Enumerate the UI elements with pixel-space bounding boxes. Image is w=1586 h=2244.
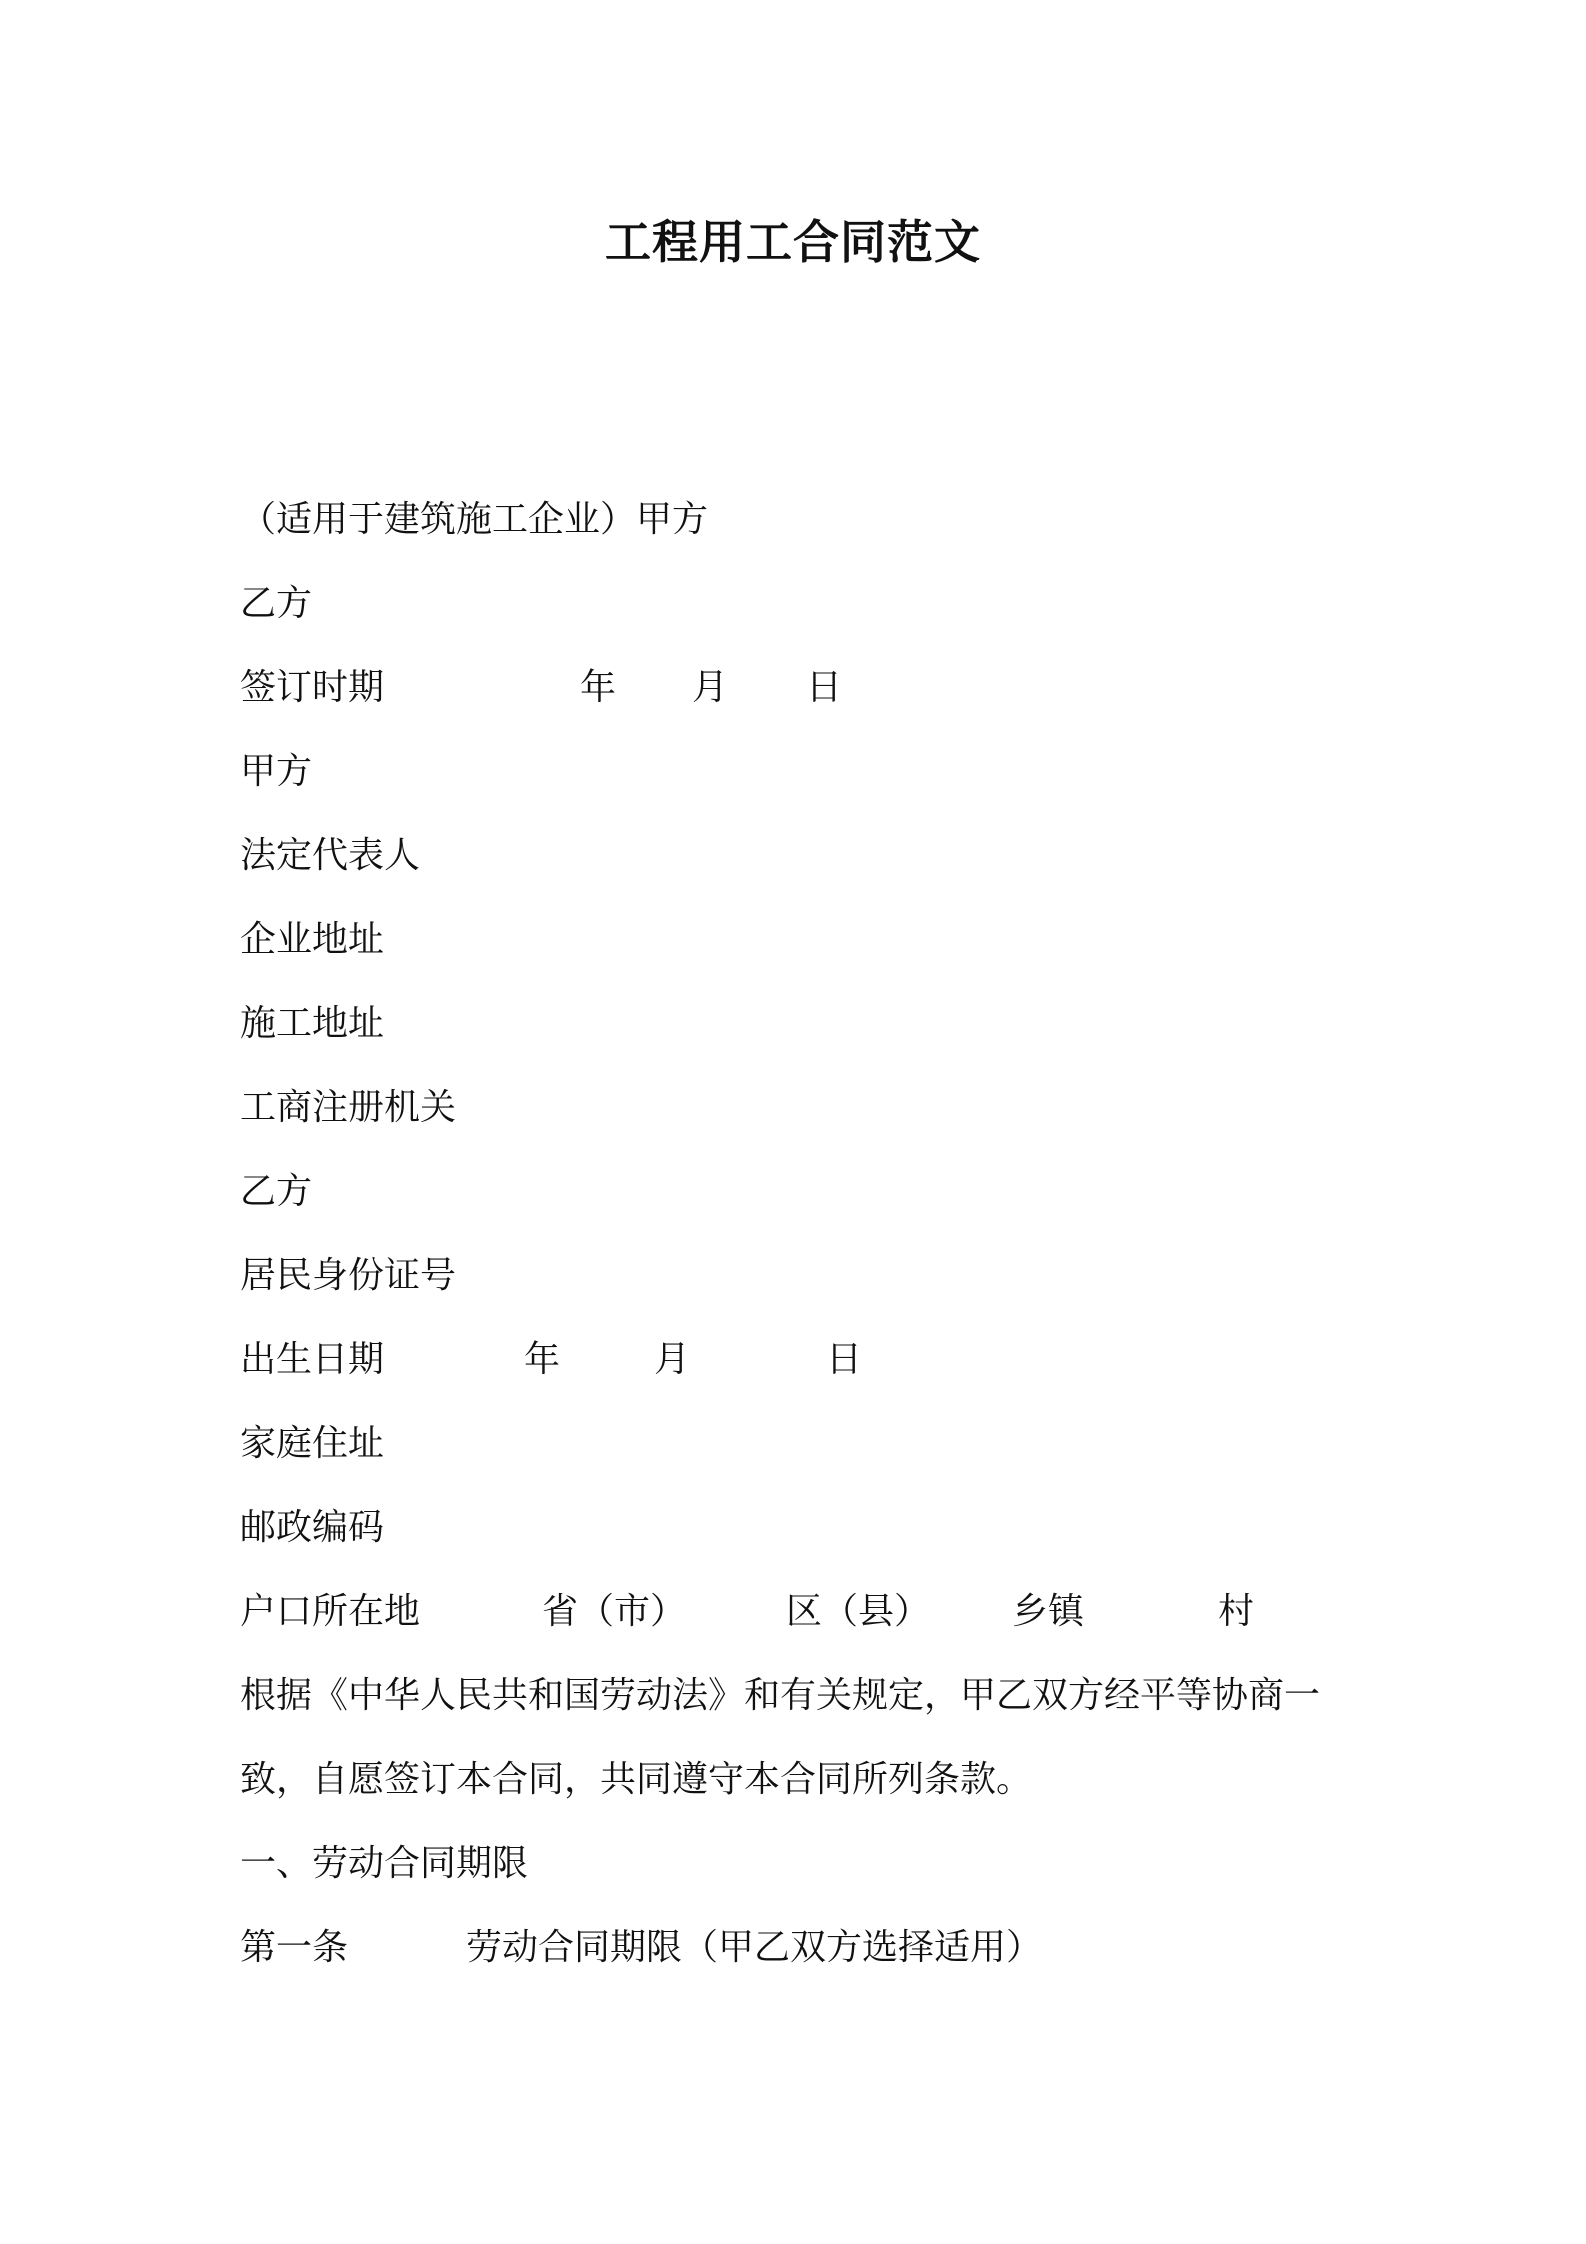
household-row — [240, 1588, 1340, 1636]
signing-date-year: 年 — [580, 667, 617, 708]
preamble-line-2: 致，自愿签订本合同，共同遵守本合同所列条款。 — [240, 1759, 1033, 1800]
household-village: 村 — [1218, 1591, 1255, 1632]
birth-date-day: 日 — [826, 1339, 863, 1380]
household-district: 区（县） — [786, 1591, 931, 1632]
household-province: 省（市） — [542, 1591, 687, 1632]
home-address-label: 家庭住址 — [240, 1423, 385, 1464]
legal-rep-label: 法定代表人 — [240, 835, 421, 876]
birth-date-row — [240, 1336, 940, 1384]
signing-date-label: 签订时期 — [240, 667, 385, 708]
article-one-label: 第一条 — [240, 1927, 349, 1968]
household-town: 乡镇 — [1012, 1591, 1085, 1632]
signing-date-row — [240, 664, 940, 712]
signing-date-day: 日 — [806, 667, 843, 708]
construction-address-label: 施工地址 — [240, 1003, 385, 1044]
birth-date-month: 月 — [654, 1339, 691, 1380]
party-b-header: 乙方 — [240, 583, 313, 624]
birth-date-year: 年 — [524, 1339, 561, 1380]
signing-date-month: 月 — [692, 667, 729, 708]
birth-date-label: 出生日期 — [240, 1339, 385, 1380]
postal-code-label: 邮政编码 — [240, 1507, 385, 1548]
enterprise-address-label: 企业地址 — [240, 919, 385, 960]
intro-line: （适用于建筑施工企业）甲方 — [240, 499, 709, 540]
registration-authority-label: 工商注册机关 — [240, 1087, 457, 1128]
article-one-row — [240, 1924, 1240, 1972]
id-number-label: 居民身份证号 — [240, 1255, 457, 1296]
household-label: 户口所在地 — [240, 1591, 421, 1632]
party-b-label: 乙方 — [240, 1171, 313, 1212]
document-title: 工程用工合同范文 — [605, 215, 981, 269]
article-one-text: 劳动合同期限（甲乙双方选择适用） — [466, 1927, 1043, 1968]
section-one-heading: 一、劳动合同期限 — [240, 1843, 529, 1884]
party-a-label: 甲方 — [240, 751, 313, 792]
preamble-line-1: 根据《中华人民共和国劳动法》和有关规定，甲乙双方经平等协商一 — [240, 1675, 1321, 1716]
